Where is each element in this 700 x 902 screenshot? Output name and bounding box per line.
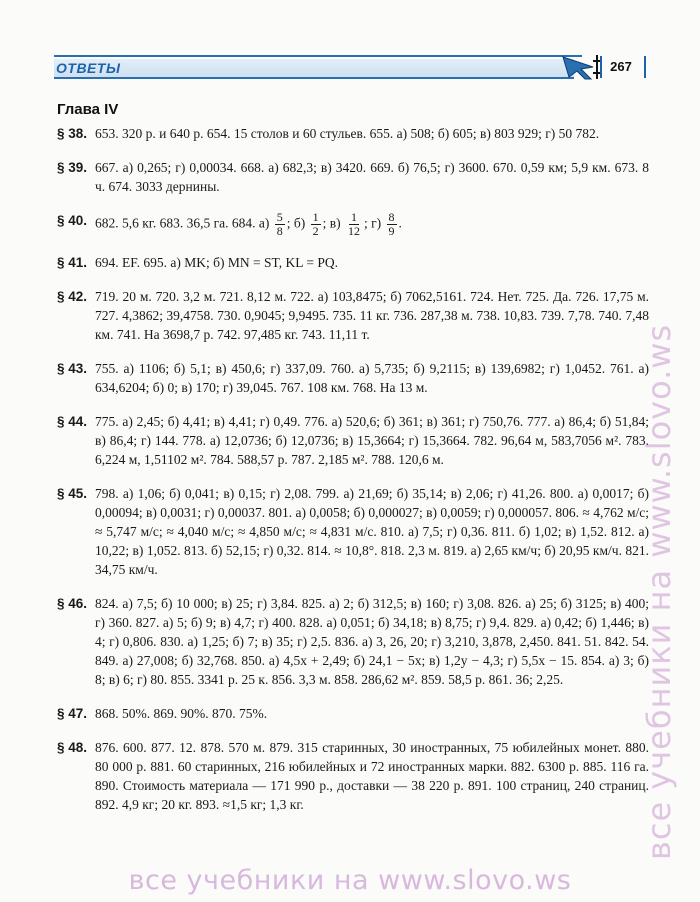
answers-list [57, 124, 649, 829]
section-45 [57, 484, 649, 579]
section-text: 876. 600. 877. 12. 878. 570 м. 879. 315 старинных, 30 иностранных, 75 юбилейных монет. 880. 80 000 р. 881. 60 старинных, 216 юбилейных и 72 иностранных марки. 882. 6300 р. 885. 116 га. 890. Стоимость материала — 171 990 р., доставки — 38 220 р. 891. 100 страниц, 240 страниц. 892. 4,9 кг; 20 кг. 893. ≈1,5 кг; 1,3 кг. [95, 740, 649, 812]
fraction [387, 211, 397, 238]
section-text: 868. 50%. 869. 90%. 870. 75%. [95, 706, 268, 721]
section-text: 755. а) 1106; б) 5,1; в) 450,6; г) 337,09. 760. а) 5,735; б) 9,2115; в) 139,6982; г) 1,0452. 761. а) 634,6204; б) 0; в) 170; г) 39,045. 767. 108 км. 768. На 13 м. [95, 361, 649, 395]
section-text: 694. EF. 695. а) MK; б) MN = ST, KL = PQ. [95, 255, 339, 270]
fraction-numerator: 1 [350, 210, 357, 224]
fraction [346, 211, 362, 238]
fraction [275, 211, 285, 238]
fraction-suffix: ; г) [363, 215, 382, 231]
fraction-suffix: ; б) [286, 215, 306, 231]
watermark-side: все учебники на www.slovo.ws [640, 323, 678, 860]
section-label: § 48. [57, 740, 88, 755]
section-label: § 42. [57, 289, 88, 304]
section-label: § 44. [57, 414, 88, 429]
section-label: § 38. [57, 126, 88, 141]
section-label: § 46. [57, 596, 88, 611]
section-38 [57, 124, 649, 143]
fraction-suffix: . [398, 215, 402, 231]
section-text: 719. 20 м. 720. 3,2 м. 721. 8,12 м. 722. а) 103,8475; б) 7062,5161. 724. Нет. 725. Да. 726. 17,75 м. 727. 4,3862; 39,4758. 730. 0,9045; 9,9495. 735. 11 кг. 736. 287,38 м. 738. 10,83. 739. 7,78. 740. 7,48 км. 741. На 3698,7 р. 742. 97,485 кг. 743. 11,11 т. [95, 289, 649, 342]
fraction-denominator: 9 [388, 224, 395, 238]
section-42 [57, 287, 649, 344]
section-label: § 40. [57, 213, 88, 228]
watermark-bottom: все учебники на www.slovo.ws [128, 865, 572, 896]
fraction-numerator: 1 [312, 210, 319, 224]
header-band [54, 59, 574, 79]
section-40-text: 682. 5,6 кг. 683. 36,5 га. 684. а) [95, 215, 270, 231]
header-rule [54, 55, 582, 57]
fraction-numerator: 8 [388, 210, 395, 224]
chapter-heading: Глава IV [57, 101, 119, 118]
section-44 [57, 412, 649, 469]
page-number: 267 [610, 59, 632, 74]
fraction [311, 211, 321, 238]
header-title: ОТВЕТЫ [56, 60, 121, 76]
section-text: 653. 320 р. и 640 р. 654. 15 столов и 60 стульев. 655. а) 508; б) 605; в) 803 929; г) 50 782. [95, 126, 600, 141]
section-label: § 39. [57, 160, 88, 175]
section-48 [57, 738, 649, 814]
fraction-denominator: 8 [276, 224, 283, 238]
section-text [95, 211, 649, 238]
page-header [54, 55, 640, 79]
section-label: § 45. [57, 486, 88, 501]
section-text: 775. а) 2,45; б) 4,41; в) 4,41; г) 0,49. 776. а) 520,6; б) 361; в) 361; г) 750,76. 777. а) 86,4; б) 51,84; в) 86,4; г) 144. 778. а) 12,0736; б) 12,0736; в) 15,3664; г) 15,3664. 782. 96,64 м, 583,7056 м². 783. 6,224 м, 1,51102 м². 784. 588,57 р. 787. 2,185 м². 788. 120,6 м. [95, 414, 649, 467]
section-text: 824. а) 7,5; б) 10 000; в) 25; г) 3,84. 825. а) 2; б) 312,5; в) 160; г) 3,08. 826. а) 25; б) 3125; в) 400; г) 360. 827. а) 5; б) 9; в) 4,7; г) 400. 828. а) 0,051; б) 34,18; в) 8,75; г) 9,4. 829. а) 0,42; б) 1,446; в) 4; г) 0,806. 830. а) 1,25; б) 7; в) 35; г) 2,5. 836. а) 3, 26, 20; г) 3,210, 3,878, 2,450. 841. 51. 842. 54. 849. а) 27,008; б) 32,768. 850. а) 4,5x + 2,49; б) 24,1 − 5x; в) 1,2y − 4,3; г) 5,5x − 15. 854. а) 3; б) 8; в) 6; г) 80. 855. 3341 р. 25 к. 856. 3,3 м. 858. 286,62 м². 859. 58,5 р. 861. 36; 2,25. [95, 596, 649, 687]
section-text: 667. а) 0,265; г) 0,00034. 668. а) 682,3; в) 3420. 669. б) 76,5; г) 3600. 670. 0,59 км; 5,9 км. 673. 8 ч. 674. 3033 дернины. [95, 160, 649, 194]
section-label: § 43. [57, 361, 88, 376]
section-46 [57, 594, 649, 689]
section-40 [57, 211, 649, 238]
section-label: § 47. [57, 706, 88, 721]
fraction-denominator: 2 [312, 224, 319, 238]
section-41 [57, 253, 649, 272]
section-text: 798. а) 1,06; б) 0,041; в) 0,15; г) 2,08. 799. а) 21,69; б) 35,14; в) 2,06; г) 41,26. 800. а) 0,0017; б) 0,00094; в) 0,0031; г) 0,00037. 801. а) 0,0058; б) 0,000027; в) 0,0059; г) 0,000057. 806. ≈ 4,762 м/с; ≈ 5,747 м/с; ≈ 4,040 м/с; ≈ 4,850 м/с; ≈ 4,831 м/с. 810. а) 7,5; г) 0,36. 811. б) 1,02; в) 1,52. 812. а) 10,22; в) 1,052. 813. б) 52,15; г) 0,32. 814. ≈ 10,8°. 818. 2,3 м. 819. а) 2,65 км/ч; б) 20,95 км/ч. 821. 34,75 км/ч. [95, 486, 649, 577]
fraction-suffix: ; в) [322, 215, 341, 231]
section-39 [57, 158, 649, 196]
fraction-numerator: 5 [276, 210, 283, 224]
fraction-denominator: 12 [347, 224, 360, 238]
section-43 [57, 359, 649, 397]
section-label: § 41. [57, 255, 88, 270]
section-47 [57, 704, 649, 723]
